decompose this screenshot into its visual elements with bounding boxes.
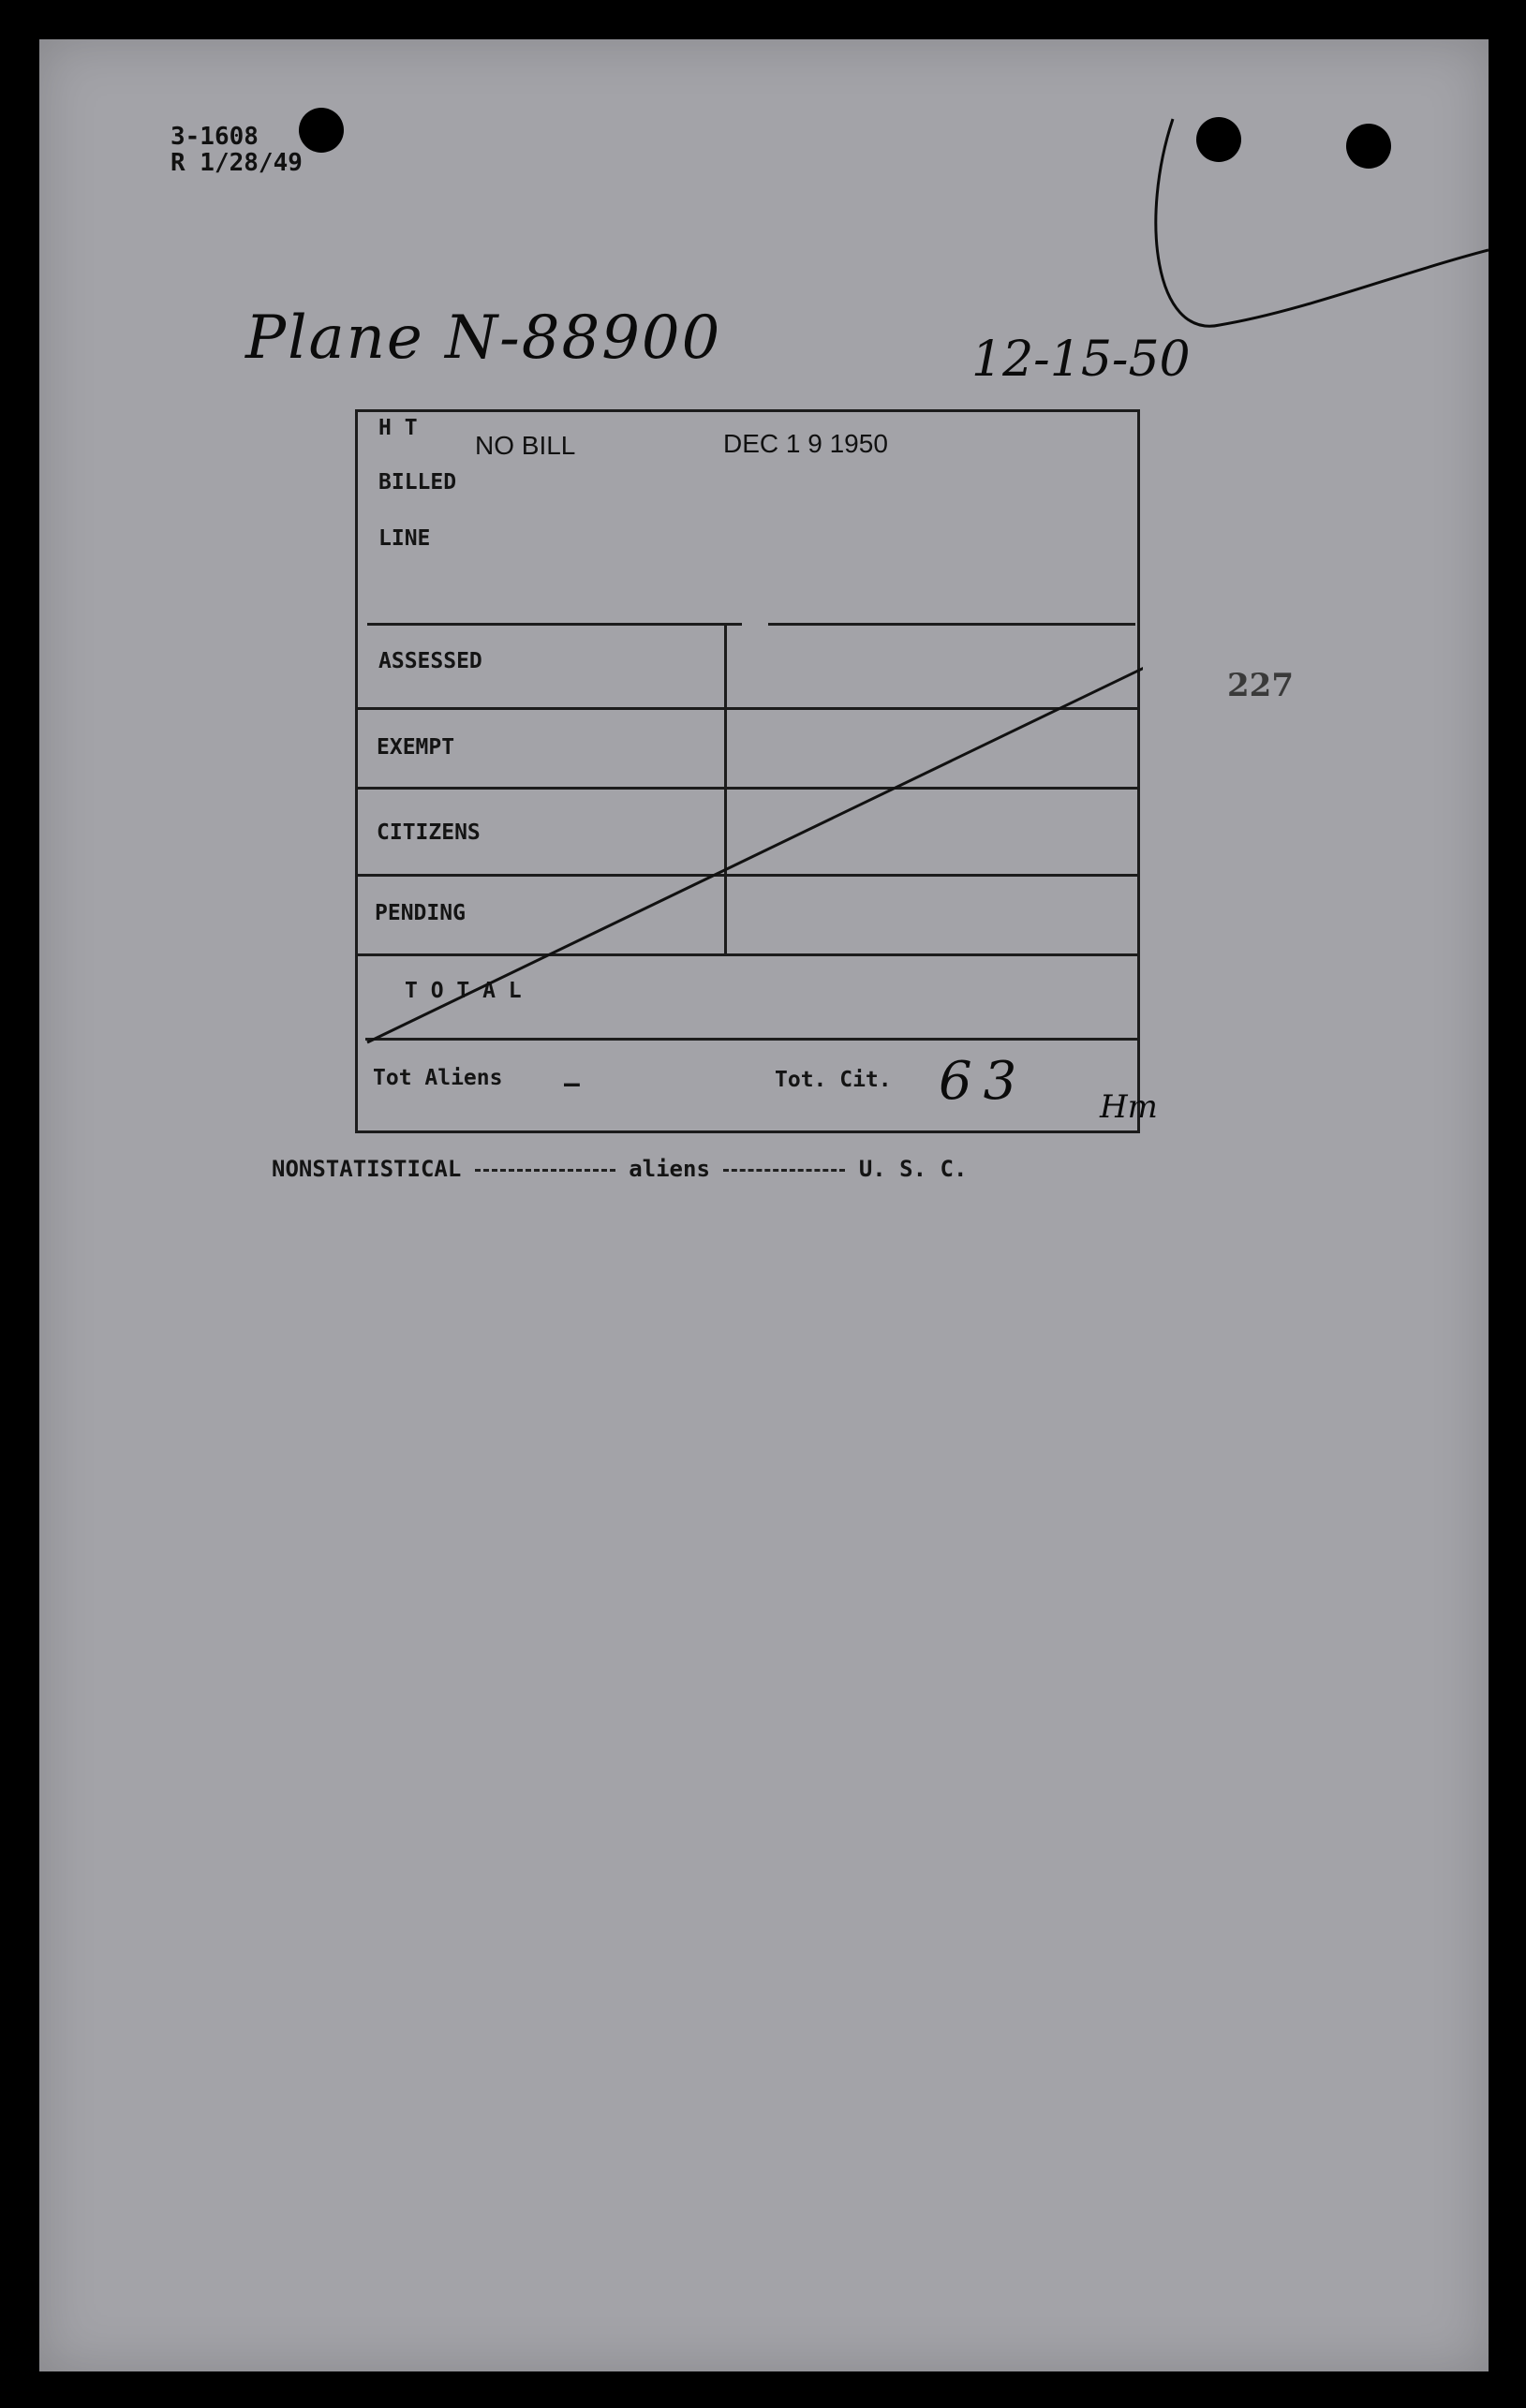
nonstatistical-line (272, 1156, 967, 1182)
no-bill-stamp: NO BILL (475, 431, 576, 460)
aliens-blank (723, 1169, 845, 1172)
ht-label: H T (378, 416, 418, 440)
citizens-label: CITIZENS (377, 820, 481, 845)
plane-number-handwritten: Plane N-88900 (245, 303, 722, 373)
nonstatistical-blank (475, 1169, 615, 1172)
nonstatistical-label: NONSTATISTICAL (272, 1156, 462, 1182)
total-label: T O T A L (405, 979, 522, 1003)
punch-hole (299, 108, 344, 153)
tot-aliens-value: — (564, 1068, 580, 1099)
form-number (170, 124, 303, 176)
tot-aliens-label: Tot Aliens (373, 1066, 503, 1090)
strike-through-line (358, 412, 1143, 1136)
line-label: LINE (378, 526, 431, 551)
date-stamp: DEC 1 9 1950 (723, 429, 888, 458)
manifest-tally-box (355, 409, 1140, 1133)
form-number-code: 3-1608 (170, 123, 259, 151)
assessed-label: ASSESSED (378, 649, 482, 673)
handwritten-arc-mark (1117, 77, 1489, 358)
initials-handwritten: Hm (1100, 1088, 1158, 1126)
tot-cit-value: 63 (939, 1051, 1029, 1112)
side-number: 227 (1227, 667, 1294, 704)
date-handwritten: 12-15-50 (971, 332, 1191, 388)
billed-label: BILLED (378, 470, 457, 495)
pending-label: PENDING (375, 901, 466, 925)
tot-cit-label: Tot. Cit. (775, 1068, 892, 1092)
aliens-label: aliens (629, 1156, 710, 1182)
document-page (39, 39, 1489, 2371)
form-revision-date: R 1/28/49 (170, 149, 303, 177)
exempt-label: EXEMPT (377, 735, 455, 760)
usc-label: U. S. C. (858, 1156, 968, 1182)
